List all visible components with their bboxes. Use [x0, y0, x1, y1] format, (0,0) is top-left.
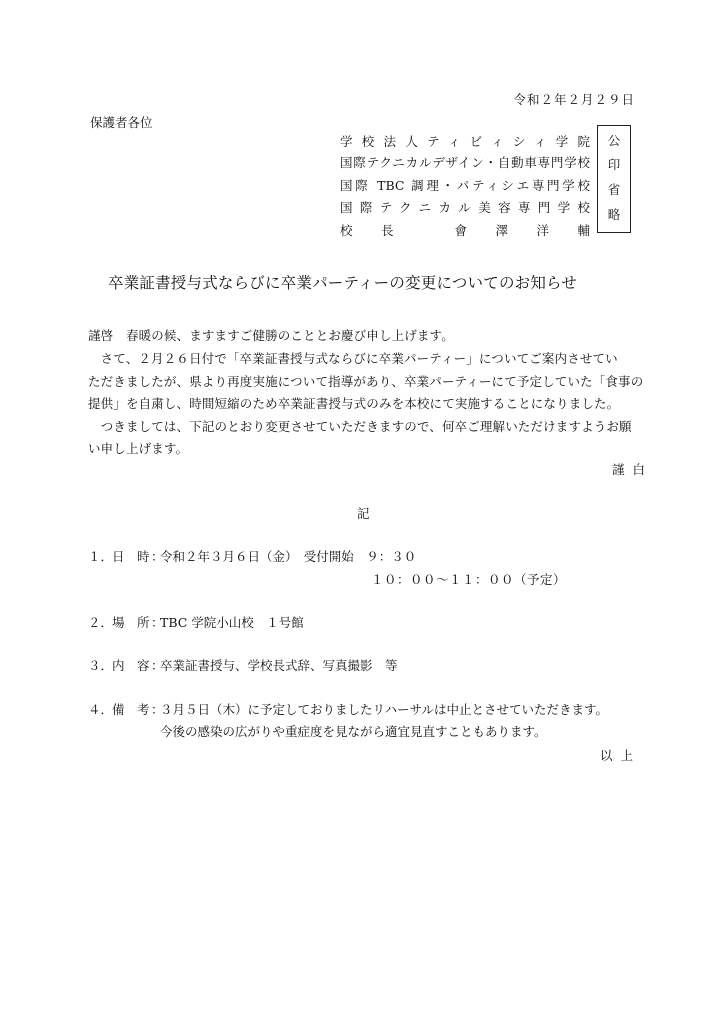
body-line: 謹啓 春暖の候、ますますご健勝のこととお慶び申し上げます。 — [88, 328, 454, 343]
item-label-content: 内 容 — [112, 658, 150, 673]
item-number: １． — [88, 549, 114, 564]
item-label-remarks: 備 考 — [112, 702, 150, 717]
seal-char: 印 — [607, 157, 621, 172]
seal-char: 公 — [607, 133, 621, 148]
item-number: ２． — [88, 615, 114, 630]
sender-line-design-school: 国際テクニカルデザイン・自動車専門学校 — [340, 155, 590, 170]
item-value-content: 卒業証書授与、学校長式辞、写真撮影 等 — [160, 658, 398, 673]
body-line: い申し上げます。 — [88, 441, 189, 456]
item-colon: ： — [151, 615, 164, 630]
item-colon: ： — [151, 658, 164, 673]
item-colon: ： — [151, 702, 164, 717]
body-line: さて、２月２６日付で「卒業証書授与式ならびに卒業パーティー」についてご案内させてい — [88, 351, 618, 366]
closing-keihaku: 謹白 — [611, 462, 653, 477]
item-value-remarks-note: 今後の感染の広がりや重症度を見ながら適宜見直すこともあります。 — [160, 724, 547, 739]
sender-line-corporation: 学校法人ティビィシィ学院 — [340, 134, 590, 149]
seal-char: 省 — [607, 182, 621, 197]
sender-line-principal: 校長 會澤洋輔 — [340, 223, 590, 238]
body-line: 提供」を自粛し、時間短縮のため卒業証書授与式のみを本校にて実施することになりました。 — [88, 396, 620, 411]
document-date: 令和２年２月２９日 — [513, 92, 635, 107]
addressee: 保護者各位 — [90, 115, 153, 130]
sender-line-cooking-school: 国際 TBC 調理・パティシエ専門学校 — [340, 178, 590, 193]
item-value-datetime: 令和２年３月６日（金） 受付開始 ９：３０ — [160, 549, 417, 564]
ijo-end-mark: 以上 — [599, 748, 641, 763]
item-value-place: TBC 学院小山校 １号館 — [160, 615, 304, 630]
item-colon: ： — [151, 549, 164, 564]
body-line: ただきましたが、県より再度実施について指導があり、卒業パーティーにて予定していた「食事の — [88, 374, 644, 389]
seal-char: 略 — [607, 207, 621, 222]
ki-heading: 記 — [357, 506, 370, 521]
item-label-place: 場 所 — [112, 615, 150, 630]
item-number: ４． — [88, 702, 114, 717]
document-title: 卒業証書授与式ならびに卒業パーティーの変更についてのお知らせ — [108, 274, 577, 292]
seal-omitted-box — [597, 125, 631, 233]
body-line: つきましては、下記のとおり変更させていただきますので、何卒ご理解いただけますようお願 — [88, 419, 632, 434]
sender-line-beauty-school: 国際テクニカル美容専門学校 — [340, 200, 590, 215]
item-value-time-range: １０：００～１１：００（予定） — [371, 572, 567, 587]
item-number: ３． — [88, 658, 114, 673]
item-value-remarks: ３月５日（木）に予定しておりましたリハーサルは中止とさせていただきます。 — [160, 702, 609, 717]
item-label-datetime: 日 時 — [112, 549, 150, 564]
